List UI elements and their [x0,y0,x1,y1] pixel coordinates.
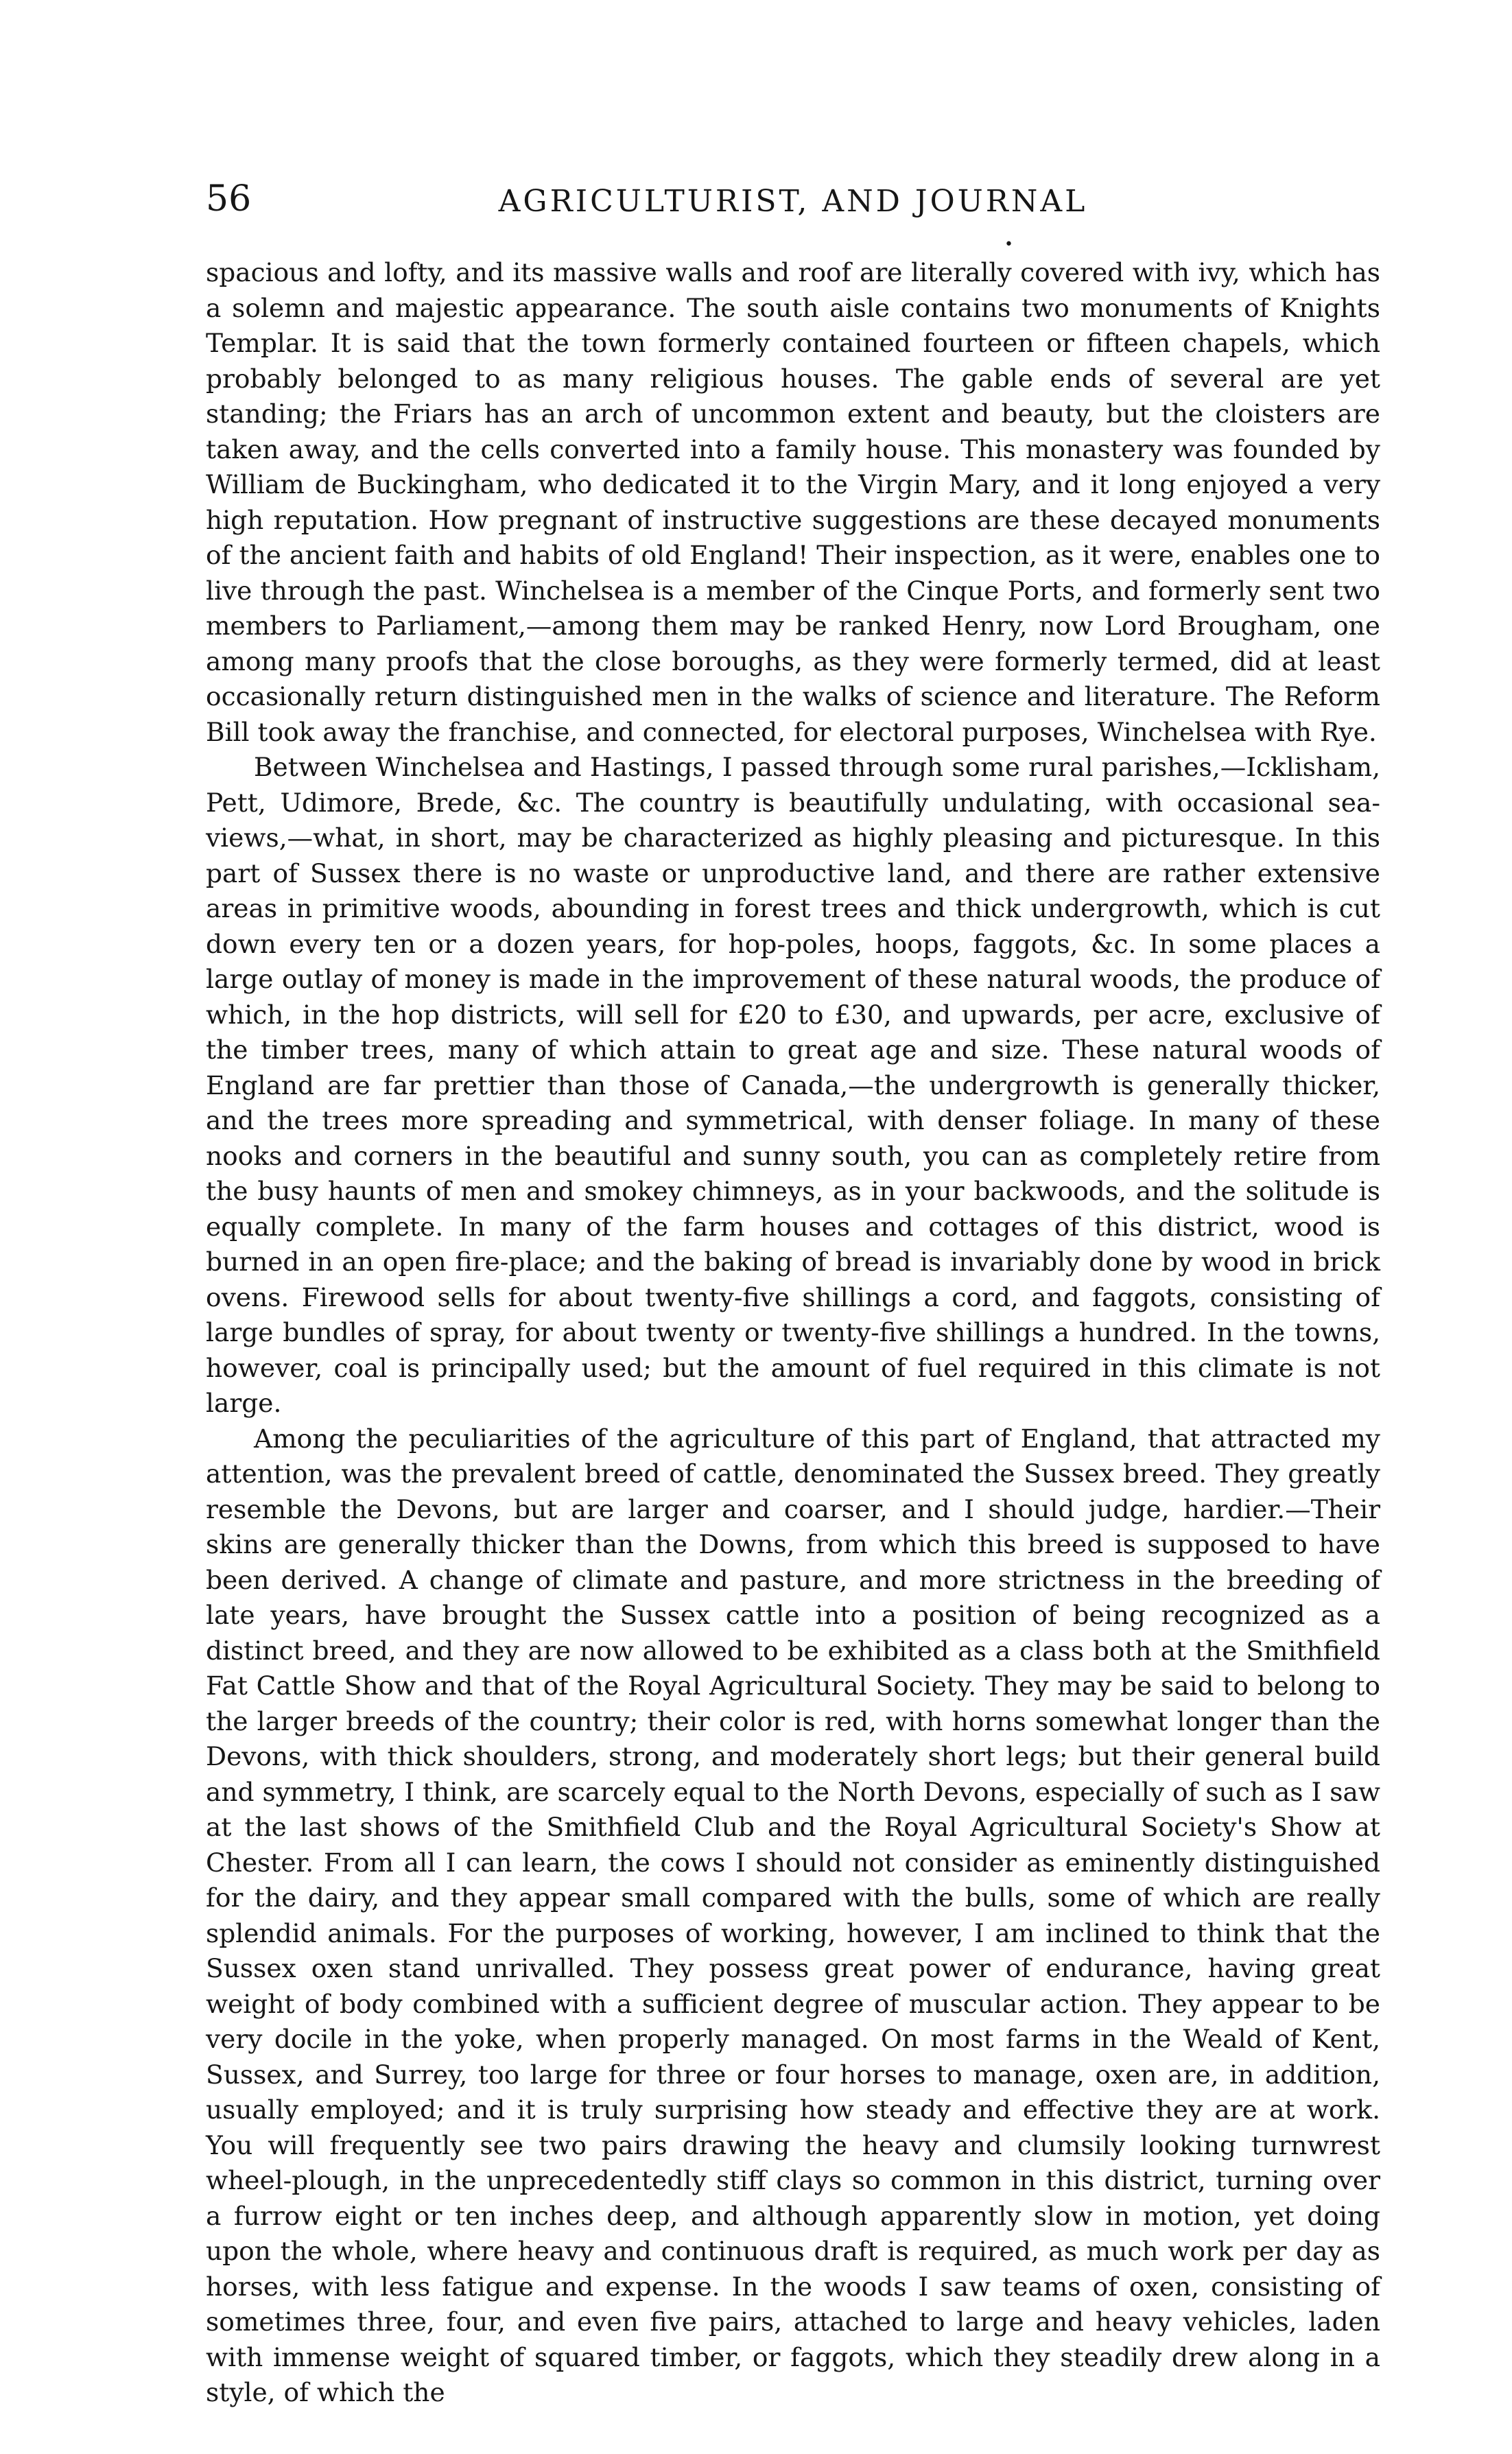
page [206,178,1380,2411]
page-header [206,178,1380,253]
paragraph-woods: Between Winchelsea and Hastings, I passed through some rural parishes,—Icklisham, Pett, Udimore, Brede, &c. The country is beautifully undulating, with occasional sea-views,—what, in short, may be characterized as highly pleasing and picturesque. In this part of Sussex there is no waste or unproductive land, and there are rather extensive areas in primitive woods, abounding in forest trees and thick undergrowth, which is cut down every ten or a dozen years, for hop-poles, hoops, faggots, &c. In some places a large outlay of money is made in the improvement of these natural woods, the produce of which, in the hop districts, will sell for £20 to £30, and upwards, per acre, exclusive of the timber trees, many of which attain to great age and size. These natural woods of England are far prettier than those of Canada,—the undergrowth is generally thicker, and the trees more spreading and symmetrical, with denser foliage. In many of these nooks and corners in the beautiful and sunny south, you can as completely retire from the busy haunts of men and smokey chimneys, as in your backwoods, and the solitude is equally complete. In many of the farm houses and cottages of this district, wood is burned in an open fire-place; and the baking of bread is invariably done by wood in brick ovens. Firewood sells for about twenty-five shillings a cord, and faggots, consisting of large bundles of spray, for about twenty or twenty-five shillings a hundred. In the towns, however, coal is principally used; but the amount of fuel required in this climate is not large. [206,752,1380,1418]
body-text [206,255,1380,2411]
running-head: AGRICULTURIST, AND JOURNAL [498,184,1088,219]
ornament-mark: • [1004,236,1013,253]
paragraph-winchelsea: spacious and lofty, and its massive walls and roof are literally covered with ivy, which has a solemn and majestic appearance. The south aisle contains two monuments of Knights Templar. It is said that the town formerly contained fourteen or fifteen chapels, which probably belonged to as many religious houses. The gable ends of several are yet standing; the Friars has an arch of uncommon extent and beauty, but the cloisters are taken away, and the cells converted into a family house. This monastery was founded by William de Buckingham, who dedicated it to the Virgin Mary, and it long enjoyed a very high reputation. How pregnant of instructive suggestions are these decayed monuments of the ancient faith and habits of old England! Their inspection, as it were, enables one to live through the past. Winchelsea is a member of the Cinque Ports, and formerly sent two members to Parliament,—among them may be ranked Henry, now Lord Brougham, one among many proofs that the close boroughs, as they were formerly termed, did at least occasionally return distinguished men in the walks of science and literature. The Reform Bill took away the franchise, and connected, for electoral purposes, Winchelsea with Rye. [206,257,1380,747]
page-number: 56 [206,178,252,220]
paragraph-sussex-cattle: Among the peculiarities of the agriculture of this part of England, that attracted my attention, was the prevalent breed of cattle, denominated the Sussex breed. They greatly resemble the Devons, but are larger and coarser, and I should judge, hardier.—Their skins are generally thicker than the Downs, from which this breed is supposed to have been derived. A change of climate and pasture, and more strictness in the breeding of late years, have brought the Sussex cattle into a position of being recognized as a distinct breed, and they are now allowed to be exhibited as a class both at the Smithfield Fat Cattle Show and that of the Royal Agricultural Society. They may be said to belong to the larger breeds of the country; their color is red, with horns somewhat longer than the Devons, with thick shoulders, strong, and moderately short legs; but their general build and symmetry, I think, are scarcely equal to the North Devons, especially of such as I saw at the last shows of the Smithfield Club and the Royal Agricultural Society's Show at Chester. From all I can learn, the cows I should not consider as eminently distinguished for the dairy, and they appear small compared with the bulls, some of which are really splendid animals. For the purposes of working, however, I am inclined to think that the Sussex oxen stand unrivalled. They possess great power of endurance, having great weight of body combined with a sufficient degree of muscular action. They appear to be very docile in the yoke, when properly managed. On most farms in the Weald of Kent, Sussex, and Surrey, too large for three or four horses to manage, oxen are, in addition, usually employed; and it is truly surprising how steady and effective they are at work. You will frequently see two pairs drawing the heavy and clumsily looking turnwrest wheel-plough, in the unprecedentedly stiff clays so common in this district, turning over a furrow eight or ten inches deep, and although apparently slow in motion, yet doing upon the whole, where heavy and continuous draft is required, as much work per day as horses, with less fatigue and expense. In the woods I saw teams of oxen, consisting of sometimes three, four, and even five pairs, attached to large and heavy vehicles, laden with immense weight of squared timber, or faggots, which they steadily drew along in a style, of which the [206,1423,1380,2407]
